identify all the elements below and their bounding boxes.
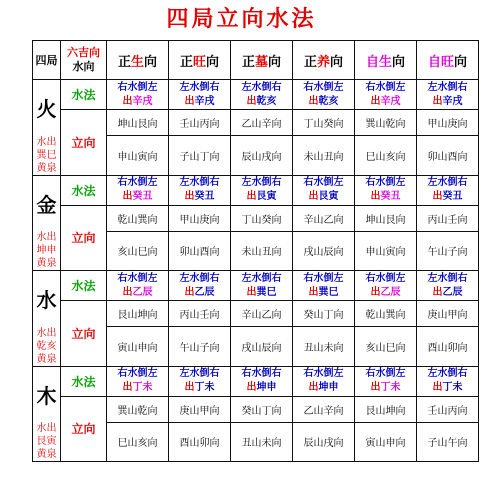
water-out <box>169 190 230 204</box>
direction-cell: 辰山戌向 <box>293 422 355 462</box>
liuji-cell <box>61 41 107 80</box>
yellow-spring-note <box>33 136 61 176</box>
note-line: 艮寅 <box>36 436 57 447</box>
water-flow-text: 左水倒右 <box>427 272 468 284</box>
direction-cell: 酉山卯向 <box>417 327 479 367</box>
water-out <box>231 95 292 109</box>
out-value: 丁未 <box>132 382 153 393</box>
water-out <box>231 190 292 204</box>
water-flow-text: 右水倒左 <box>303 177 344 188</box>
water-flow-text: 右水倒左 <box>365 272 406 284</box>
water-cell <box>417 175 479 205</box>
direction-cell: 丙山壬向 <box>417 205 479 231</box>
header-col-2: 正墓向 <box>231 41 293 80</box>
direction-cell: 未山丑向 <box>231 231 293 271</box>
direction-cell: 癸山丁向 <box>231 396 293 422</box>
water-flow-text: 右水倒左 <box>117 81 158 93</box>
direction-cell: 坤山艮向 <box>355 205 417 231</box>
water-flow-text: 左水倒右 <box>427 177 468 188</box>
direction-cell: 壬山丙向 <box>417 396 479 422</box>
direction-cell: 庚山甲向 <box>417 301 479 327</box>
water-label: 水法 <box>61 366 107 396</box>
direction-cell: 巽山乾向 <box>107 396 169 422</box>
header-col-5: 自旺向 <box>417 41 479 80</box>
out-label: 出 <box>122 286 133 298</box>
note-line: 水出 <box>36 232 57 243</box>
water-out <box>107 381 168 395</box>
water-label: 水法 <box>61 175 107 205</box>
note-line: 乾亥 <box>36 340 57 352</box>
water-cell <box>417 366 479 396</box>
water-flow-text: 左水倒右 <box>241 81 282 93</box>
direction-label: 立向 <box>61 301 107 367</box>
direction-cell: 亥山巳向 <box>355 327 417 367</box>
water-flow-text: 右水倒左 <box>365 368 406 379</box>
water-cell <box>355 175 417 205</box>
water-out <box>231 286 292 300</box>
out-label: 出 <box>246 286 257 298</box>
note-line: 黄泉 <box>36 449 57 460</box>
out-value: 巽巳 <box>318 286 339 298</box>
water-flow-text: 左水倒右 <box>179 81 220 93</box>
out-value: 癸丑 <box>380 191 401 202</box>
out-label: 出 <box>370 382 381 393</box>
water-flow-text: 右水倒左 <box>117 272 158 284</box>
out-value: 丁未 <box>442 382 463 393</box>
out-label: 出 <box>432 191 443 202</box>
out-value: 艮寅 <box>318 191 339 202</box>
water-flow-text: 左水倒右 <box>241 177 282 188</box>
water-cell <box>355 271 417 301</box>
out-value: 艮寅 <box>256 191 277 202</box>
direction-cell: 辛山乙向 <box>231 301 293 327</box>
direction-cell: 未山丑向 <box>293 136 355 176</box>
water-cell <box>169 271 231 301</box>
water-out <box>355 381 416 395</box>
out-value: 乙辰 <box>132 286 153 298</box>
direction-cell: 戌山辰向 <box>293 231 355 271</box>
out-value: 癸丑 <box>194 191 215 202</box>
water-out <box>107 95 168 109</box>
direction-cell: 乙山辛向 <box>293 396 355 422</box>
water-out <box>355 286 416 300</box>
direction-label: 立向 <box>61 396 107 462</box>
water-flow-text: 左水倒右 <box>179 368 220 379</box>
out-label: 出 <box>184 382 195 393</box>
water-cell <box>231 175 293 205</box>
water-out <box>417 381 478 395</box>
out-value: 坤申 <box>318 382 339 393</box>
out-label: 出 <box>370 95 381 107</box>
direction-row <box>33 301 479 327</box>
out-label: 出 <box>370 286 381 298</box>
water-cell <box>293 175 355 205</box>
water-flow-text: 右水倒左 <box>303 272 344 284</box>
out-label: 出 <box>122 382 133 393</box>
water-cell <box>231 366 293 396</box>
yellow-spring-note <box>33 422 61 462</box>
out-label: 出 <box>308 382 319 393</box>
out-label: 出 <box>308 191 319 202</box>
water-row <box>33 271 479 301</box>
water-out <box>417 286 478 300</box>
out-value: 丁未 <box>380 382 401 393</box>
direction-cell: 甲山庚向 <box>417 110 479 136</box>
direction-cell: 艮山坤向 <box>107 301 169 327</box>
note-line: 黄泉 <box>36 258 57 269</box>
direction-cell: 癸山丁向 <box>293 301 355 327</box>
direction-cell: 乾山巽向 <box>355 301 417 327</box>
direction-cell: 子山丁向 <box>169 136 231 176</box>
out-label: 出 <box>308 95 319 107</box>
water-out <box>355 190 416 204</box>
water-out <box>293 286 354 300</box>
water-out <box>169 95 230 109</box>
direction-cell: 丁山癸向 <box>231 205 293 231</box>
out-value: 辛戌 <box>442 95 463 107</box>
water-out <box>293 190 354 204</box>
element-cell: 火 <box>33 80 61 136</box>
out-value: 辛戌 <box>132 95 153 107</box>
water-cell <box>169 366 231 396</box>
direction-cell: 坤山艮向 <box>107 110 169 136</box>
direction-cell: 丑山未向 <box>231 422 293 462</box>
water-cell <box>355 366 417 396</box>
header-col-3: 正养向 <box>293 41 355 80</box>
water-flow-text: 右水倒左 <box>365 177 406 188</box>
out-value: 丁未 <box>194 382 215 393</box>
water-flow-text: 左水倒右 <box>179 177 220 188</box>
direction-row <box>33 110 479 136</box>
water-cell <box>293 271 355 301</box>
water-out <box>417 95 478 109</box>
water-out <box>293 381 354 395</box>
page-title: 四局立向水法 <box>166 7 317 32</box>
water-flow-text: 左水倒右 <box>427 81 468 93</box>
out-label: 出 <box>122 191 133 202</box>
note-line: 水出 <box>36 327 57 339</box>
yellow-spring-note <box>33 231 61 271</box>
water-flow-text: 右水倒左 <box>303 368 344 379</box>
direction-cell: 甲山庚向 <box>169 205 231 231</box>
water-cell <box>169 80 231 110</box>
direction-cell: 巳山亥向 <box>107 422 169 462</box>
direction-label: 立向 <box>61 205 107 271</box>
water-out <box>231 381 292 395</box>
direction-cell: 午山子向 <box>169 327 231 367</box>
water-flow-text: 左水倒右 <box>179 272 220 284</box>
water-cell <box>107 366 169 396</box>
water-cell <box>231 271 293 301</box>
water-out <box>107 190 168 204</box>
direction-cell: 寅山申向 <box>355 422 417 462</box>
direction-cell: 丁山癸向 <box>293 110 355 136</box>
direction-cell: 申山寅向 <box>107 136 169 176</box>
element-cell: 木 <box>33 366 61 422</box>
water-cell <box>355 80 417 110</box>
direction-cell: 乾山巽向 <box>107 205 169 231</box>
header-row <box>33 41 479 80</box>
out-value: 辛戌 <box>194 95 215 107</box>
water-flow-text: 右水倒右 <box>241 368 282 379</box>
direction-cell: 寅山申向 <box>107 327 169 367</box>
direction-label: 立向 <box>61 110 107 176</box>
water-cell <box>107 271 169 301</box>
water-cell <box>231 80 293 110</box>
water-label: 水法 <box>61 80 107 110</box>
note-line: 水出 <box>36 136 57 148</box>
element-cell: 金 <box>33 175 61 231</box>
yellow-spring-note <box>33 327 61 367</box>
liuji-top: 六吉向 <box>67 46 100 59</box>
out-value: 乙辰 <box>442 286 463 298</box>
direction-cell: 申山寅向 <box>355 231 417 271</box>
direction-cell: 巳山亥向 <box>355 136 417 176</box>
water-out <box>169 286 230 300</box>
water-cell <box>107 80 169 110</box>
out-value: 辛戌 <box>380 95 401 107</box>
direction-cell: 庚山甲向 <box>169 396 231 422</box>
direction-row <box>33 205 479 231</box>
note-line: 水出 <box>36 423 57 434</box>
water-out <box>355 95 416 109</box>
out-value: 巽巳 <box>256 286 277 298</box>
out-label: 出 <box>432 286 443 298</box>
water-flow-text: 右水倒左 <box>117 368 158 379</box>
water-out <box>293 95 354 109</box>
water-flow-text: 右水倒左 <box>365 81 406 93</box>
corner-cell: 四局 <box>33 41 61 80</box>
water-cell <box>169 175 231 205</box>
water-cell <box>107 175 169 205</box>
water-out <box>417 190 478 204</box>
water-label: 水法 <box>61 271 107 301</box>
out-label: 出 <box>184 95 195 107</box>
water-flow-text: 右水倒左 <box>303 81 344 93</box>
note-line: 黄泉 <box>36 162 57 174</box>
direction-cell: 子山午向 <box>417 422 479 462</box>
direction-cell: 午山子向 <box>417 231 479 271</box>
out-value: 乾亥 <box>318 95 339 107</box>
header-col-0: 正生向 <box>107 41 169 80</box>
out-label: 出 <box>122 95 133 107</box>
out-label: 出 <box>370 191 381 202</box>
out-value: 乙辰 <box>194 286 215 298</box>
direction-cell: 亥山巳向 <box>107 231 169 271</box>
direction-cell: 壬山丙向 <box>169 110 231 136</box>
note-line: 黄泉 <box>36 353 57 365</box>
direction-cell: 辰山戌向 <box>231 136 293 176</box>
water-row <box>33 80 479 110</box>
out-label: 出 <box>246 95 257 107</box>
direction-cell: 卯山酉向 <box>417 136 479 176</box>
water-flow-text: 左水倒右 <box>427 368 468 379</box>
water-flow-text: 右水倒左 <box>117 177 158 188</box>
direction-cell: 戌山辰向 <box>231 327 293 367</box>
water-flow-text: 左水倒右 <box>241 272 282 284</box>
out-value: 癸丑 <box>132 191 153 202</box>
water-out <box>169 381 230 395</box>
direction-cell: 辛山乙向 <box>293 205 355 231</box>
header-col-1: 正旺向 <box>169 41 231 80</box>
out-label: 出 <box>184 191 195 202</box>
sijue-table <box>32 40 479 462</box>
header-col-4: 自生向 <box>355 41 417 80</box>
water-cell <box>293 80 355 110</box>
direction-cell: 乙山辛向 <box>231 110 293 136</box>
water-cell <box>417 271 479 301</box>
note-line: 巽巳 <box>36 149 57 161</box>
water-row <box>33 366 479 396</box>
out-label: 出 <box>308 286 319 298</box>
direction-cell: 酉山卯向 <box>169 422 231 462</box>
out-value: 坤申 <box>256 382 277 393</box>
direction-cell: 卯山酉向 <box>169 231 231 271</box>
element-cell: 水 <box>33 271 61 327</box>
water-row <box>33 175 479 205</box>
out-label: 出 <box>246 191 257 202</box>
out-label: 出 <box>432 382 443 393</box>
out-label: 出 <box>184 286 195 298</box>
direction-cell: 巽山乾向 <box>355 110 417 136</box>
note-line: 坤申 <box>36 245 57 256</box>
out-value: 乙辰 <box>380 286 401 298</box>
water-cell <box>293 366 355 396</box>
out-value: 癸丑 <box>442 191 463 202</box>
water-cell <box>417 80 479 110</box>
direction-row <box>33 396 479 422</box>
direction-cell: 丑山未向 <box>293 327 355 367</box>
out-label: 出 <box>246 382 257 393</box>
out-value: 乾亥 <box>256 95 277 107</box>
direction-cell: 丙山壬向 <box>169 301 231 327</box>
out-label: 出 <box>432 95 443 107</box>
direction-cell: 艮山坤向 <box>355 396 417 422</box>
water-out <box>107 286 168 300</box>
liuji-bottom: 水向 <box>72 60 95 73</box>
